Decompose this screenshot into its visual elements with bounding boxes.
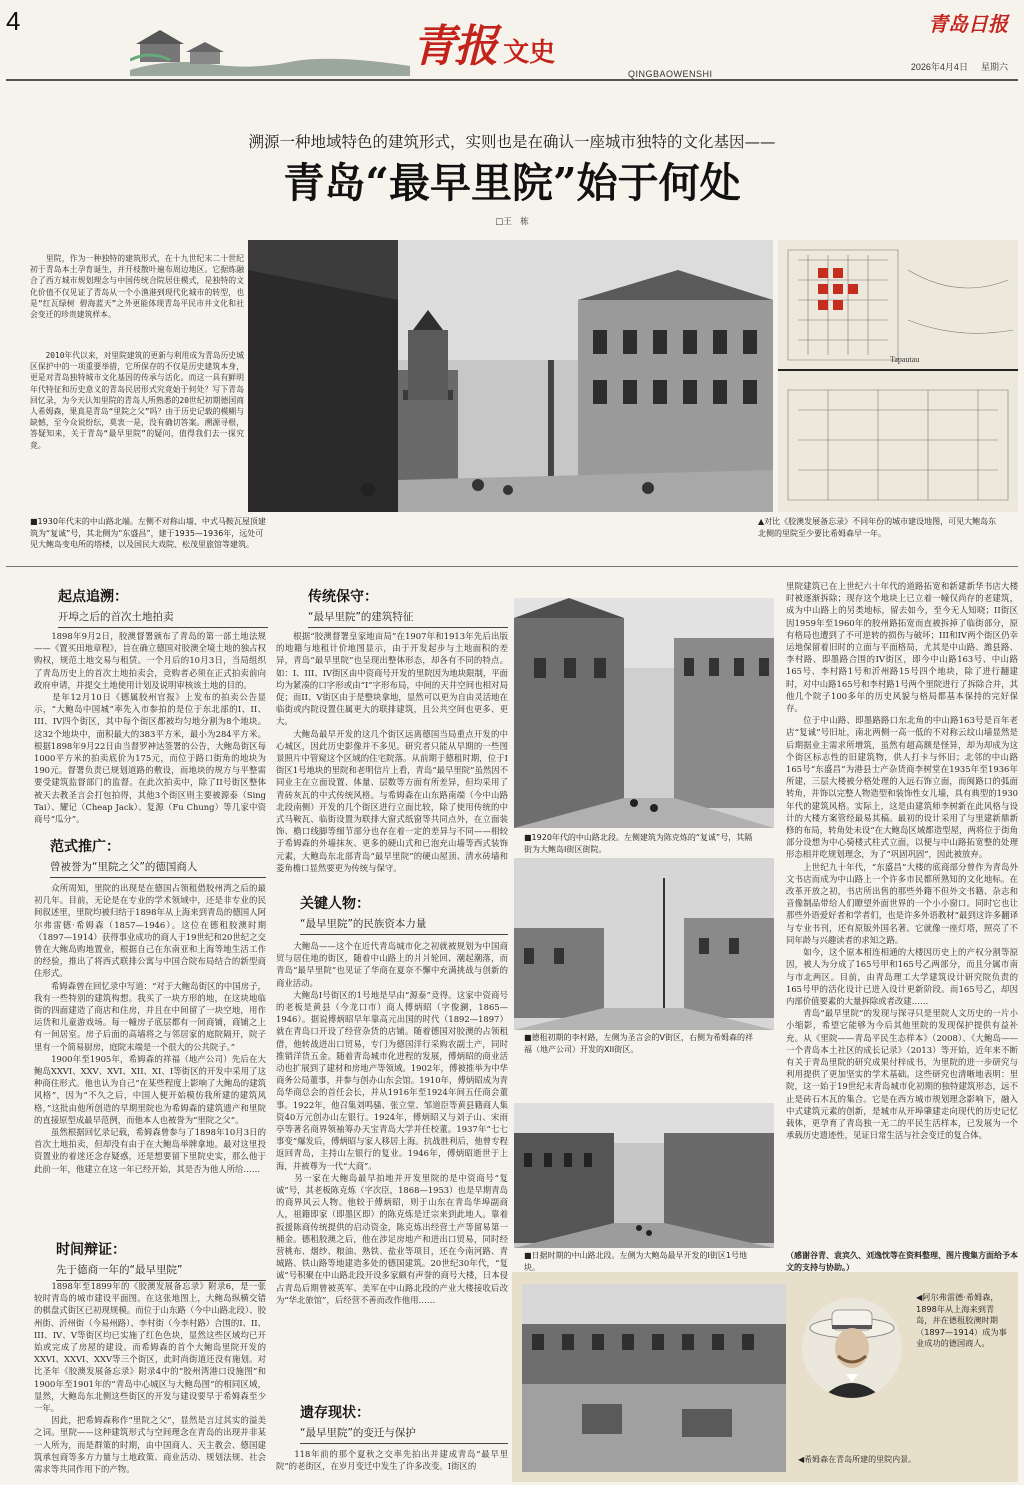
bottom-feature-panel xyxy=(512,1272,1018,1482)
article-title: 青岛“最早里院”始于何处 xyxy=(283,159,741,207)
courtyard-photo xyxy=(522,1284,786,1472)
section-1-body: 1898年9月2日，胶澳督署颁布了青岛的第一部土地法规——《置买田地章程》，旨在确立德国对胶澳全境土地的独占权购权，规范土地交易与租赁。一个月后的10月3日，当局组织了青岛历史上的首次土地拍卖会，竞购者必须在正式拍卖前向政府申请，并提交土地使用计划及说明审核该土地的目的。 是年12月10日《德属胶州官报》上发布的拍卖公告显示，“大鲍岛中国城”率先入市参拍的是位于东北部的I、II、III、IV四个街区，其中每个街区都被均匀地分割为8个地块。这32个地块中，面积最大的383平方米，最小为284平方米。根据1898年9月22日由当督罗神达签署的公告，大鲍岛街区每1000平方米的拍卖底价为175元，而位于路口街角的地块为190元。督署负责已规划道路的敷设，而地块的规方与平整需要受建筑监督部门的监督。在此次拍卖中，除了II号街区整体被天去教圣言会打包拍得，其他3个街区则主要被源泰（Sing Tai）、耀记（Cheap Jack）、复源（Fu Chung）等几家中资商号“瓜分”。 xyxy=(34,631,266,825)
section-6-subtitle: “最早里院”的变迁与保护 xyxy=(300,1425,508,1444)
section-4-body: 根据“胶澳督署皇家地亩局”在1907年和1913年先后出版的地籍与地租计价地图显示，由于开发起步与土地面积的差异，青岛“最早里院”也呈现出整体形态，却各有不同的特点。如：I、III、IV街区由中资商号开发的里院因为地块限制，平面均为紧凑的口字形或由“I”字形布局，中间的天井空间也相对局促；而II、V街区由于是整块拿地，显然可以更为自由灵活地在临街或内院设置住属更大的联排建筑，且公共空间也更多、更大。 大鲍岛最早开发的这几个街区远离德国当局重点开发的中心城区，因此历史影像并不多见。研究者只能从早期的一些图景照片中管窥这个区域的住宅院落。从前期于德租时期，位于I街区1号地块的里院和老明信片上看，青岛“最早里院”虽然因不同业主在立面设置、体量、层数等方面有所差异，但均采用了青砖灰瓦的中式传统风格。与希姆森在山东路南端（今中山路北段南侧）开发的几个街区进行立面比较，除了使用传统的中式马鞍瓦、临街设置为联排大窗式纸窗等共同点外，在立面装饰、檐口线脚等细节部分也存在着一定的差异与不同——相较于希姆森的外墙抹灰、更多的硬山式和已泡充山墙等西式装饰元素，大鲍岛东北部青岛“最早里院”的硬山屋顶、清水砖墙和菱角檐口显然要更为传统与保守。 xyxy=(276,631,508,873)
brand-section: 文史 xyxy=(503,38,556,68)
section-6-header xyxy=(300,1402,508,1444)
courtyard-caption: ◀希姆森在青岛所建的里院内景。 xyxy=(798,1455,917,1464)
intro-paragraph-1: 里院，作为一种独特的建筑形式，在十九世纪末二十世纪初于青岛本土孕育诞生，并开枝散叶遍布周边地区。它据炼融合了西方城市规划理念与中国传统合院居住模式，是独特的文化价值不仅见证了青岛从一个小渔港到现代化城市的转型，也是“红瓦绿树 碧海蓝天”之外更能体现青岛平民市井文化和社会变迁的珍贵建筑样本。 xyxy=(30,254,244,320)
section-4-title: 传统保守： xyxy=(308,589,378,605)
section-2-subtitle: 曾被誉为“里院之父”的德国商人 xyxy=(50,859,266,878)
section-divider xyxy=(6,566,1018,567)
photo-japanese-era-zhongshan-road xyxy=(514,1103,774,1248)
section-5-body: 大鲍岛——这个在近代青岛城市化之初就被规划为中国商贸与居住地的街区，随着中山路上的爿爿轮回、潮起潮落，而青岛“最早里院”也见证了华商在夏奈不懈中充满挑战与创新的商业活动。 大鲍岛I号街区的1号地是早由“源泰”竞得。这家中资商号的老板是黄县（今龙口市）商人傅炳昭（字俊澜，1865—1946）。据说傅炳昭早年靠高元出国的时代（1892—1897）就在青岛口开设了经营杂货的店铺。随着德国对胶澳的占领租借，他转战进出口贸易，专门为德国洋行采购农副土产，同时推销洋货五金。随着青岛城市化进程的发展，傅炳昭的商业活动也扩展到了建材和房地产等领域。1902年，傅被推举为中华商务公局董事，并参与创办山东会馆。1910年，傅炳昭成为青岛华商总会的首任会长，并从1916年至1924年间五任商会董事。1922年，他召集刘鸣骚、张立堂、邹道臣等黄县籍商人集资40万元创办山左银行。1924年，傅炳昭又与刘子山、宋雨亭等著名商界领袖筹办天宝青岛大学并任校董。1937年“七七事变”爆发后，傅炳昭与家人移居上海。抗战胜利后，他曾专程返回青岛，主持山左银行的复业。1946年，傅炳昭逝世于上海，并被尊为一代“大商”。 另一家在大鲍岛最早拍地并开发里院的是中资商号“复诚”号，其老板陈克炼（字次臣，1868—1953）也是早期青岛的商界风云人物。他较于傅炳昭，则于山东在青岛华埠副商人，祖籍即家（即墨区即）的陈克炼是迁宗来到此地人。靠着扳援陈商传统提供的启动资金，陈克炼出经营土产等留易第一桶金。德租胶澳之后，他在涉足房地产和进出口贸易，同时经营桃布、烟纱、粮油、熟铁、盐业等项目，还在今南河路、青城路、铁山路等地建造多处的德国建筑。20世纪30年代，“复诚”号积聚在中山路北段开设多家颇有声誉的商号大楼，日本侵占青岛后期曾被英军、美军在中山路北段的产业大楼接收后改为“华北旅馆”，后经营不善而改作他用…… xyxy=(276,941,508,1305)
section-3-subtitle: 先于德商一年的“最早里院” xyxy=(56,1262,266,1281)
issue-date: 2026年4月4日 xyxy=(910,62,968,72)
article-kicker: 溯源一种地域特色的建筑形式，实则也是在确认一座城市独特的文化基因—— xyxy=(248,133,776,151)
photo-licun-caption: ■德租初期的李村路，左侧为圣言会的V街区，右侧为希姆森的祥福（地产公司）开发的XII街区。 xyxy=(524,1033,754,1054)
section-3-title: 时间辩证： xyxy=(56,1242,126,1258)
section-4-subtitle: “最早里院”的建筑特征 xyxy=(308,609,508,628)
section-1-title: 起点追溯： xyxy=(58,589,128,605)
article-byline: □王 栋 xyxy=(495,217,529,227)
section-3-header xyxy=(56,1239,266,1281)
brand-cursive: 青报 xyxy=(412,21,496,72)
intro-paragraph-2: 2010年代以来，对里院建筑的更新与利用成为青岛历史城区保护中的一项重要举措，它所保存的不仅是历史建筑本身，更是对青岛独特城市文化基因的传承与活化。而这一具有鲜明年代特征和历史意义的青岛民居形式究竟始于何处？写下青岛回忆录，为今天认知里院的青岛人所熟悉的20世纪初期德国商人希姆森，果真是青岛“里院之父”吗？由于历史记载的模糊与缺憾，至今众说纷纭，莫衷一是，没有确切答案。溯源寻根，答疑知来，关于青岛“最早里院”的疑问，值得我们去一探究竟。 xyxy=(30,351,244,450)
main-photo-zhongshan-road xyxy=(248,240,773,512)
section-6-continued: 里院建筑已在上世纪六十年代的道路拓宽和新建新华书店大楼时被逐渐拆除；现存这个地块上已立着一幢仅尚存的老建筑，成为中山路上的另类地标，留去如今，至今无人知晓；II街区因1959年至1960年的胶州路拓宽而直被拆掉了临街部分，原有格局也遭到了不可逆转的损伤与破坏；III和IV两个街区仍幸运地保留着旧时的立面与平面格局，尤其是中山路、潍县路、李村路、即墨路合围的IV街区，即今中山路163号、中山路165号、李村路1号和沂州路15号四个地块，除了进行翻建时，对中山路165号和李村路1号两个里院进行了拆除合并，其他几个院子100多年的历史风貌与格局都基本保持的完好保存。 位于中山路、即墨路路口东北角的中山路163号是百年老店“复诚”号旧址，南北两侧一高一低的不对称云纹山墙显然是后期据业主需求所增筑，虽然有超高额是怪异，却为却成为这个街区标志性的旧建筑物，供人打卡与怀旧；北邻的中山路165号“东盛昌”为港县士产杂货商李树堂在1935年至1936年所建，三层大楼被分格处理的入远石饰立面，而闽路口的弧面转角，并饰以完整人物造型和装饰性女儿墙，具有典型的1930年代的建筑风格。实际上，这是由建筑师李树新在此风格与设计的大楼方案管经最易其稿。最初的设计采用了与里建新鼎新修的布局，转角处未设“在大鲍岛区域都造型屋，两将位于街角部分设想为中心骑楼式柱式立面，以便与中山路拓宽整的处理形态相并吃规划理念，为了“巩固巩固”，因此被放弃。 上世纪九十年代，“东盛昌”大楼的底商部分曾作为青岛外文书店而成为中山路上一个许多市民都所熟知的文化地标。在改革开放之初，书店所出售的那些外籍不但外文书籍、杂志和音像制品带给人们瞭望外面世界的一个小小窗口。同时它也让那些外语爱好者和学者们，也是许多外语教材“最到这许多翻译与专业书刊，还有原版外国名著。它就像一座灯塔，照亮了不同年龄与兴趣读者的求知之路。 如今，这个原本相连相通的大楼因历史上的产权分割等原因，被人为分成了165号甲和165号乙两部分，而且分属市南与市北两区。目前，由青岛理工大学建筑设计研究院负责的165号甲的活化设计已进入设计更新阶段。而165号乙，却因内部价值要素的大量拆除或者改建…… 青岛“最早里院”的发现与探寻只是里院人文历史的一片小小缩影，希望它能够为今后其他里院的发现保护提供有益补充。从《里院——青岛平民生态样本》（2008）、《大鲍岛——一个青岛本土社区的成长记录》（2013）等开始，近年来不断有关于青岛里院的研究成果付梓成书，为里院的进一步研究与利用提供了更加坚实的学术基础。这些研究也清晰地表明：里院，这一始于19世纪末青岛城市化初期的独特建筑形态，远不止是砖石木瓦的集合。它是在西方城市规划理念影响下，融入中式建筑元素的创新，是城市从开埠肇建走向现代的历史记忆载体，更孕育了青岛独一无二的平民生活样本，已发展为一个承载历史遗迹性，见证日常生活与社会变迁的复合体。 xyxy=(786,581,1018,1141)
section-2-title: 范式推广： xyxy=(50,839,120,855)
section-5-subtitle: “最早里院”的民族资本力量 xyxy=(300,916,508,935)
section-6-title: 遗存现状： xyxy=(300,1405,370,1421)
simsen-portrait xyxy=(802,1298,902,1398)
section-1-header xyxy=(58,586,268,628)
header-landmark-image xyxy=(130,20,410,76)
map-caption: ▲对比《胶澳发展备忘录》不同年份的城市建设地图，可见大鲍岛东北侧的里院至少要比希姆森早一年。 xyxy=(758,517,997,538)
section-1-subtitle: 开埠之后的首次土地拍卖 xyxy=(58,609,268,628)
map-label-tapautau: Tapautau xyxy=(890,355,920,364)
acknowledgement-note: （感谢谷青、袁宾久、刘逸忱等在资料整理、图片搜集方面给予本文的支持与协助。） xyxy=(786,1251,1018,1272)
city-map-image xyxy=(778,240,1018,512)
photo-1920s-caption: ■1920年代的中山路北段。左侧建筑为陈克炼的“复诚”号，其隔街为大鲍岛I街区街院。 xyxy=(524,833,753,854)
main-photo-caption: ■1930年代末的中山路北端。左侧不对称山墙、中式马鞍瓦屋顶建筑为“复诚”号，其北侧为“东盛昌”，建于1935—1936年，远处可见大鲍岛变电所的塔楼，以及国民大戏院、松茂里旅馆等建筑。 xyxy=(30,517,266,549)
section-5-header xyxy=(300,893,508,935)
paper-name: 青岛日报 xyxy=(928,12,1008,36)
section-6-body: 118年前的那个夏秋之交率先拍出并建成青岛“最早里院”的老街区，在岁月变迁中发生了许多改变。I街区的 xyxy=(276,1449,508,1472)
header-date-line xyxy=(911,60,1008,73)
portrait-caption: ◀阿尔弗雷德·希姆森，1898年从上海来到青岛，并在德租胶澳时期（1897—1914）成为事业成功的德国商人。 xyxy=(916,1292,1007,1348)
page-number: 4 xyxy=(6,6,21,36)
section-5-title: 关键人物： xyxy=(300,896,370,912)
header-pinyin: QINGBAOWENSHI xyxy=(628,69,713,79)
section-4-header xyxy=(308,586,508,628)
section-3-body: 1898年至1899年的《胶澳发展备忘录》附录6，是一张较时青岛的城市建设平面图。在这张地图上，大鲍岛纵横交错的棋盘式街区已初现规模。而位于山东路（今中山路北段）、胶州街、沂州街（今易州路）、李村街（今李村路）合围的I、II、III、IV、V等街区均已实施了红色色块，显然这些区域均已开始或完成了房屋的建设。而希姆森的首个大鲍岛里院开发的XXVI、XXVI、XXV等三个街区，此时尚街道还没有施划。对比圣年《胶澳发展备忘录》附录4中的“胶州湾港口设施图”和1900年至1901年的“青岛中心城区与大鲍岛图”的相同区域，显然，大鲍岛东北侧这些街区的开发与建设要早于希姆森至少一年。 因此，把希姆森称作“里院之父”，显然是言过其实的溢美之词。里院——这种建筑形式与空间理念在青岛的出现并非某一人所为，而是群策的时期，由中国商人、天主教会、德国建筑承包商等多方力量与土地政策、商业活动、规划法规、社会需求等共同作用下的产物。 xyxy=(34,1281,266,1475)
issue-weekday: 星期六 xyxy=(980,62,1008,72)
photo-licun-road xyxy=(514,858,774,1030)
section-2-header xyxy=(50,836,266,878)
header-brand xyxy=(412,10,555,74)
photo-japanese-era-caption: ■日据时期的中山路北段。左侧为大鲍岛最早开发的I街区1号地块。 xyxy=(524,1251,748,1272)
section-2-body: 众所周知，里院的出现是在德国占领租借胶州湾之后的最初几年。目前，无论是在专业的学术领域中，还是非专业的民间叙述里，里院均被归结于1898年从上海来到青岛的德国人阿尔弗雷德·希姆森（1857—1946）。这位在德租胶澳时期（1897—1914）获得事业成功的商人于19世纪和20世纪之交曾在大鲍岛购地置业，根据自己在东南亚和上海等地生活工作的经验，推出了将西式联排公寓与中国合院布局结合的新型商住形式。 希姆森曾在回忆录中写道：“对于大鲍岛街区的中国房子，我有一些特别的建筑构想。我买了一块方形的地，在这块地临街的四面建造了商店和住房，并且在中间留了一块空地，用作运货和儿童游戏场。每一幢房子底层都有一间商铺，商铺之上有一间居室。房子后面的高墙将之与邻居家的庭院隔开，院子里有一个简易厨房，庭院末端是一个很大的公共院子。” 1900年至1905年，希姆森的祥福（地产公司）先后在大鲍岛XXVI、XXV、XVI、XII、XI、I等街区的开发中采用了这种商住形式。他也认为自己“在某些程度上影响了大鲍岛的建筑风格”，因为“不久之后，中国人便开始模仿我所建的建筑风格，”这批由他所创造的早期里院也为希姆森的建筑遗产和里院的直接原型成最早范例，而他本人也被誉为“里院之父”。 虽然根据回忆录记载，希姆森曾参与了1898年10月3日的首次土地拍卖，但却没有由于在大鲍岛举牌拿地。最对这里投资置业的着迷还念存疑惑，还是想要留下里院史实，那么他于此前一年，他建立在这一年已经开始，其是否为他人所给…… xyxy=(34,883,266,1174)
photo-1920s-zhongshan-road xyxy=(514,598,774,828)
header-rule xyxy=(6,79,1018,81)
